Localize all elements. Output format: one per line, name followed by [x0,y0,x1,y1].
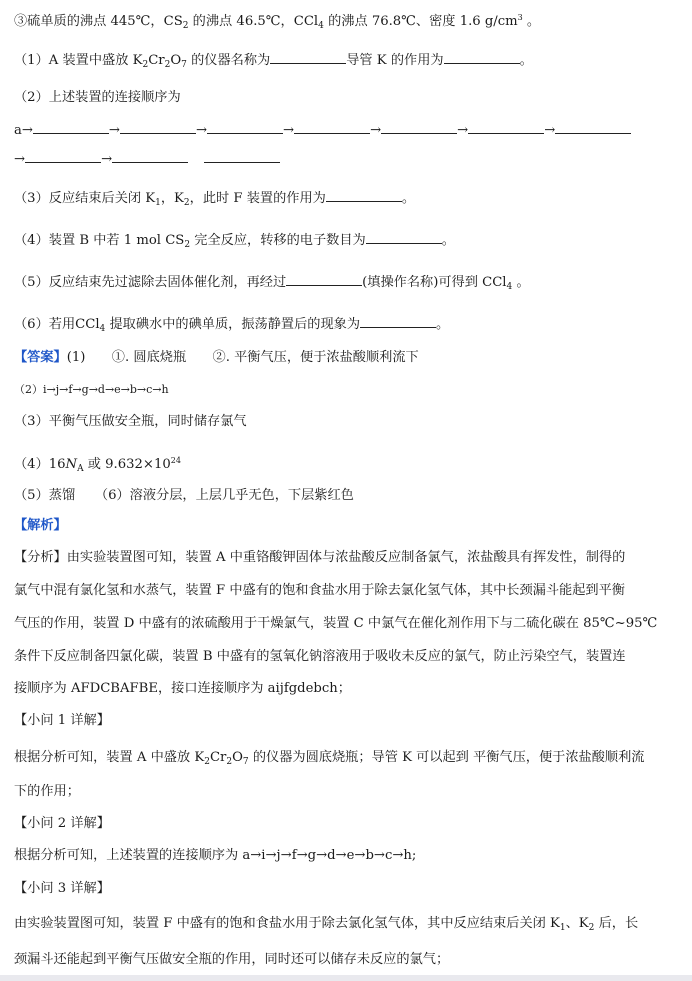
subquestion-2-heading: 【小问 2 详解】 [14,816,110,831]
text: （1）A 装置中盛放 K [14,53,143,68]
text: 导管 K 的作用为 [346,53,444,68]
subquestion-1-text-1 [14,748,680,772]
text: 根据分析可知，装置 A 中盛放 K [14,750,205,765]
answer-blank [204,148,280,163]
text: 完全反应，转移的电子数目为 [190,233,366,248]
answer-blank [366,229,442,244]
arrow: → [101,152,113,167]
text: 或 9.632×10 [83,457,171,472]
text: 后，长 [594,916,639,931]
text: 的沸点 46.5℃，CCl [188,14,319,29]
question-4 [14,229,680,255]
question-3 [14,187,680,213]
analysis-line-2: 氯气中混有氯化氢和水蒸气，装置 F 中盛有的饱和食盐水用于除去氯化氢气体，其中长颈漏斗能起到平衡 [14,583,625,598]
text: （5）反应结束先过滤除去固体催化剂，再经过 [14,275,287,290]
text: 由实验装置图可知，装置 F 中盛有的饱和食盐水用于除去氯化氢气体，其中反应结束后关闭 K [14,916,560,931]
answer-blank [25,148,101,163]
text: 。 [436,317,450,332]
answer-blank [444,49,520,64]
answer-tag: 【答案】 [14,350,67,365]
subscript: A [77,464,84,474]
question-6 [14,313,680,339]
italic-symbol: N [65,457,78,472]
text: O [232,750,243,765]
text: Cr [209,750,227,765]
arrow: → [457,123,469,138]
text: 提取碘水中的碘单质，振荡静置后的现象为 [105,317,361,332]
text: （3）反应结束后关闭 K [14,191,156,206]
superscript: 24 [170,456,181,465]
text: 。 [512,275,530,290]
text: 的仪器为圆底烧瓶；导管 K 可以起到 平衡气压，便于浓盐酸顺利流 [248,750,645,765]
arrow: → [14,152,26,167]
answer-blank [207,119,283,134]
answer-blank [326,187,402,202]
subscript: 2 [588,923,595,933]
answer-blank [360,313,436,328]
text: （4）装置 B 中若 1 mol CS [14,233,185,248]
subscript: 7 [181,60,187,70]
text: a→ [14,123,33,138]
text: 。 [441,233,455,248]
answer-blank [381,119,457,134]
window-bottom-edge [0,975,692,981]
text: 的仪器名称为 [186,53,271,68]
arrow: → [283,123,295,138]
question-5 [14,271,680,297]
text: Cr [148,53,165,68]
subscript: 2 [204,757,210,767]
text: 。 [401,191,416,206]
arrow: → [544,123,556,138]
superscript: 3 [517,13,523,22]
answer-blank [468,119,544,134]
answer-4 [14,451,680,479]
text: （6）若用CCl [14,317,100,332]
subscript: 2 [164,60,171,70]
text: ③硫单质的沸点 445℃，CS [14,14,183,29]
text: 。 [519,53,533,68]
subquestion-1-text-2: 下的作用； [14,784,80,799]
subquestion-3-text-2: 颈漏斗还能起到平衡气压做安全瓶的作用，同时还可以储存未反应的氯气； [14,952,450,967]
answer-5-6: （5）蒸馏 （6）溶液分层，上层几乎无色，下层紫红色 [14,488,354,503]
arrow: → [108,123,120,138]
subscript: 4 [318,21,324,31]
subquestion-3-text-1 [14,914,680,938]
text: 。 [522,14,541,29]
answer-1 [14,348,680,368]
subscript: 2 [183,198,190,208]
analysis-line-4: 条件下反应制备四氯化碳，装置 B 中盛有的氢氧化钠溶液用于吸收未反应的氯气，防止污染空气，装置连 [14,649,626,664]
subscript: 2 [226,757,233,767]
subscript: 1 [155,198,161,208]
subquestion-3-heading: 【小问 3 详解】 [14,881,110,896]
text: O [170,53,182,68]
subscript: 2 [182,21,189,31]
question-1 [14,49,680,75]
analysis-heading: 【解析】 [14,518,67,533]
subscript: 1 [559,923,566,933]
subscript: 2 [184,240,191,250]
subscript: 4 [99,324,106,334]
answer-3: （3）平衡气压做安全瓶，同时储存氯气 [14,414,247,429]
text: （4）16 [14,457,66,472]
question-2-sequence-row-1 [14,119,680,141]
text: 、K [565,916,589,931]
analysis-line-1: 【分析】由实验装置图可知，装置 A 中重铬酸钾固体与浓盐酸反应制备氯气，浓盐酸具有挥发性，制得的 [14,550,626,565]
text: (填操作名称)可得到 CCl [362,275,507,290]
subscript: 4 [506,282,513,292]
line-boiling-points [14,8,680,36]
analysis-line-5: 接顺序为 AFDCBAFBE，接口连接顺序为 aijfgdebch； [14,681,351,696]
answer-blank [33,119,109,134]
text: ，此时 F 装置的作用为 [189,191,326,206]
answer-2: （2）i→j→f→g→d→e→b→c→h [14,383,169,396]
arrow: → [370,123,382,138]
answer-blank [120,119,196,134]
answer-blank [555,119,631,134]
text: 的沸点 76.8℃、密度 1.6 g/cm [323,14,518,29]
answer-blank [112,148,188,163]
question-2: （2）上述装置的连接顺序为 [14,90,181,105]
subquestion-1-heading: 【小问 1 详解】 [14,713,110,728]
answer-blank [286,271,362,286]
analysis-line-3: 气压的作用，装置 D 中盛有的浓硫酸用于干燥氯气，装置 C 中氯气在催化剂作用下与二硫化碳在 85℃~95℃ [14,616,658,631]
answer-blank [294,119,370,134]
subscript: 2 [142,60,149,70]
text: ，K [160,191,184,206]
text: (1) ①. 圆底烧瓶 ②. 平衡气压，便于浓盐酸顺利流下 [66,350,419,365]
question-2-sequence-row-2 [14,148,680,170]
subscript: 7 [242,757,249,767]
subquestion-2-text: 根据分析可知，上述装置的连接顺序为 a→i→j→f→g→d→e→b→c→h; [14,848,417,863]
arrow: → [195,123,208,138]
answer-blank [270,49,346,64]
